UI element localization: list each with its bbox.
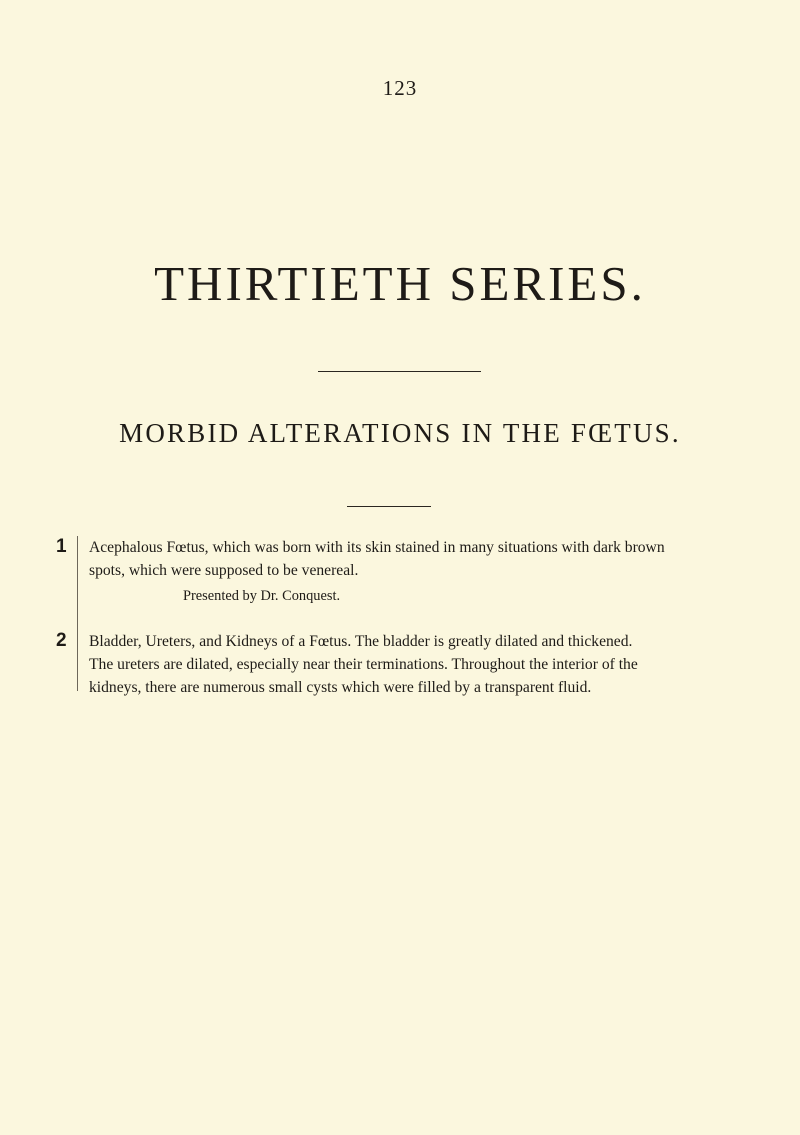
entry-number: 1 [56, 536, 67, 557]
entry-line: spots, which were supposed to be venereal. [89, 562, 359, 579]
entry-number: 2 [56, 630, 67, 651]
section-subtitle: MORBID ALTERATIONS IN THE FŒTUS. [119, 418, 681, 448]
margin-rule [77, 536, 78, 691]
page-number: 123 [382, 76, 418, 100]
entry-line: Bladder, Ureters, and Kidneys of a Fœtus. The bladder is greatly dilated and thickened. [89, 633, 633, 650]
entry-line: Acephalous Fœtus, which was born with its skin stained in many situations with dark brown [89, 539, 665, 556]
subtitle-divider [347, 506, 431, 507]
entry-description [89, 630, 794, 699]
series-title: THIRTIETH SERIES. [154, 256, 646, 311]
entry-line: The ureters are dilated, especially near their terminations. Throughout the interior of the [89, 656, 638, 673]
presented-by: Presented by Dr. Conquest. [183, 588, 341, 604]
entry-line: kidneys, there are numerous small cysts which were filled by a transparent fluid. [89, 679, 592, 696]
title-divider [318, 371, 481, 372]
entry-description [89, 536, 794, 610]
